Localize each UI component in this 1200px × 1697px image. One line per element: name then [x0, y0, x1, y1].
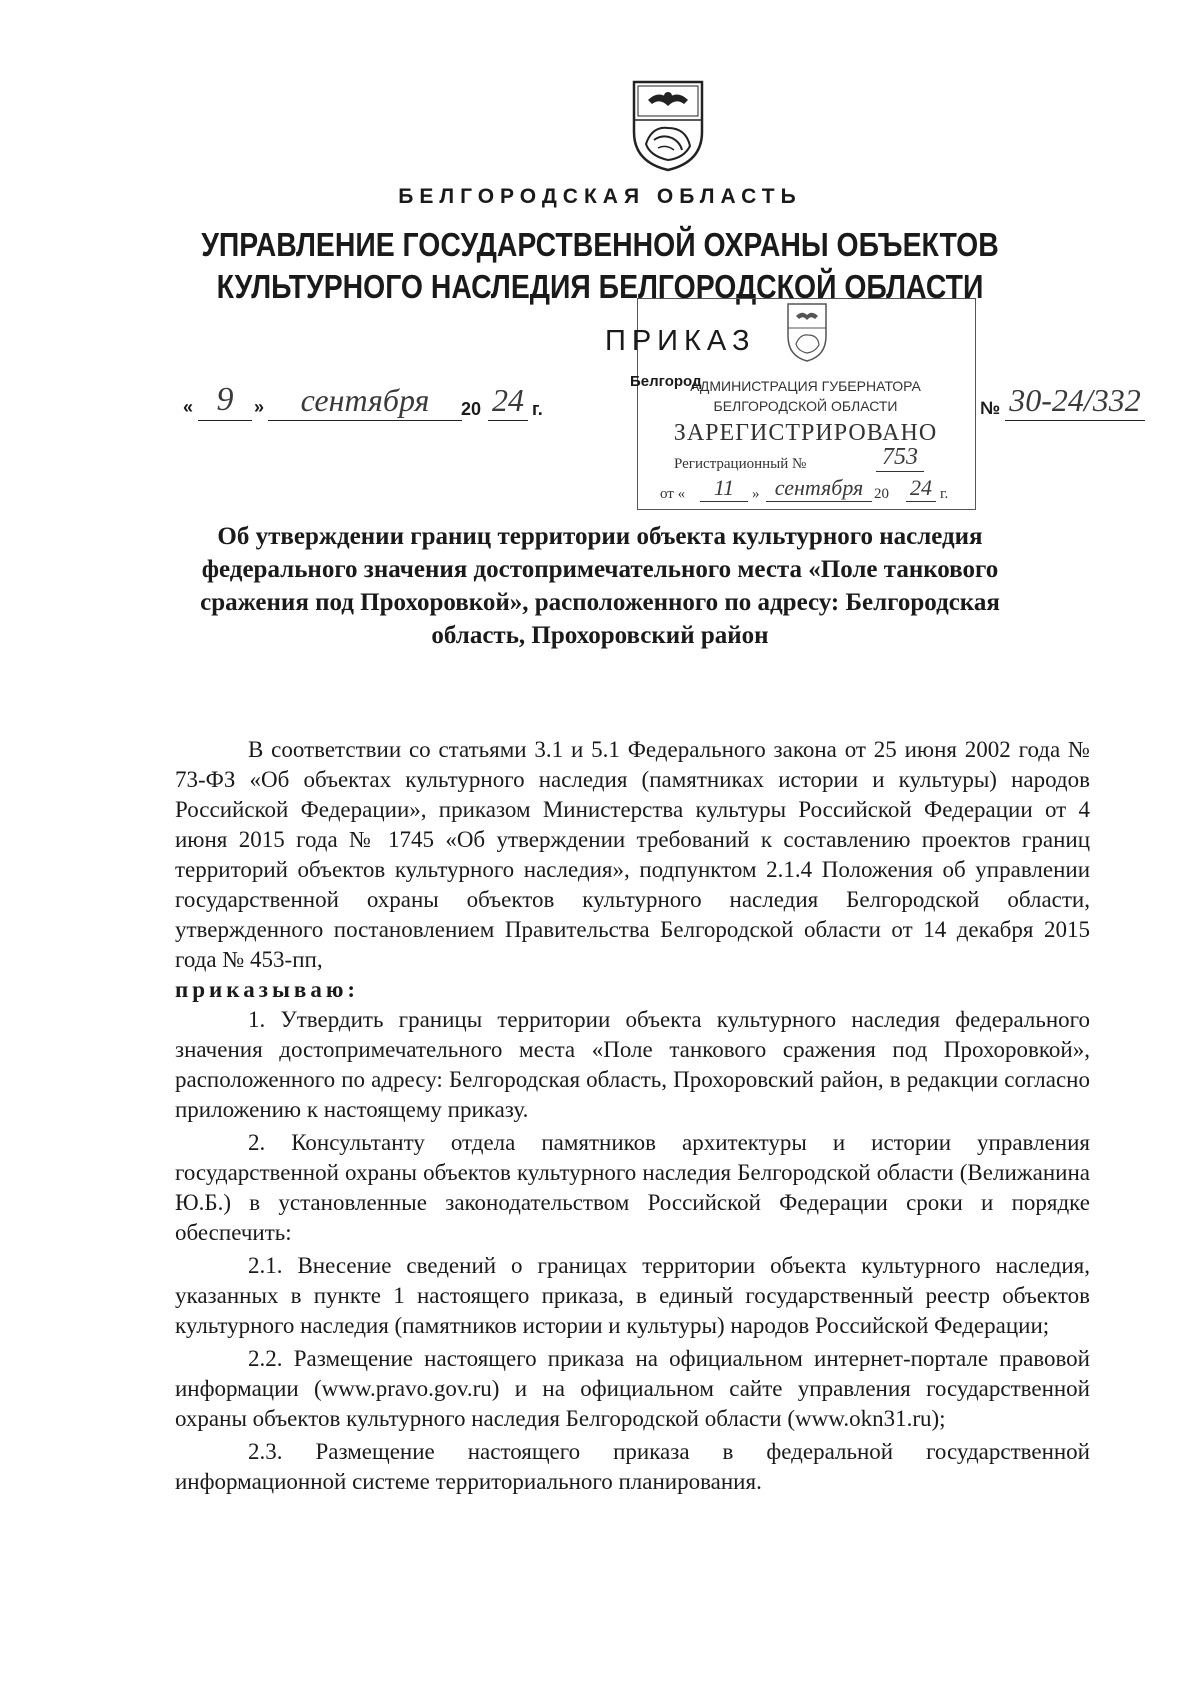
stamp-reg-number-label: Регистрационный №	[674, 456, 807, 472]
item-2: 2. Консультанту отдела памятников архитектуры и истории управления государственной охраны объектов культурного наследия Белгородской области (Велижанина Ю.Б.) в установленные законодательством Российской Федерации сроки и порядке обеспечить:	[175, 1130, 1090, 1245]
preamble-paragraph	[175, 735, 1090, 975]
order-number: 30-24/332	[1005, 380, 1145, 421]
stamp-line-2: БЕЛГОРОДСКОЙ ОБЛАСТИ	[713, 398, 898, 414]
document-body	[175, 735, 1090, 1497]
document-title: Об утверждении границ территории объекта культурного наследия федерального значения достопримечательного места «Поле танкового сражения под Прохоровкой», расположенного по адресу: Белгородская область, Прохоровский район	[200, 523, 1000, 649]
item-1: 1. Утвердить границы территории объекта культурного наследия федерального значения достопримечательного места «Поле танкового сражения под Прохоровкой», расположенного по адресу: Белгородская область, Прохоровский район, в редакции согласно приложению к настоящему приказу.	[175, 1007, 1090, 1122]
document-type: ПРИКАЗ	[605, 325, 756, 357]
region-name: БЕЛГОРОДСКАЯ ОБЛАСТЬ	[398, 185, 802, 208]
city-name: Белгород	[630, 373, 702, 390]
stamp-reg-number: 753	[876, 444, 924, 472]
stamp-from-label: от «	[660, 486, 686, 502]
stamp-day: 11	[700, 475, 748, 502]
preamble-text: В соответствии со статьями 3.1 и 5.1 Федерального закона от 25 июня 2002 года № 73-ФЗ «Об объектах культурного наследия (памятниках истории и культуры) народов Российской Федерации», приказом Министерства культуры Российской Федерации от 4 июня 2015 года № 1745 «Об утверждении требований к составлению проектов границ территорий объектов культурного наследия», подпунктом 2.1.4 Положения об управлении государственной охраны объектов культурного наследия Белгородской области, утвержденного постановлением Правительства Белгородской области от 14 декабря 2015 года № 453-пп,	[175, 737, 1090, 972]
stamp-year: 24	[906, 475, 936, 502]
item-2-2: 2.2. Размещение настоящего приказа на официальном интернет-портале правовой информации (www.pravo.gov.ru) и на официальном сайте управления государственной охраны объектов культурного наследия Белгородской области (www.okn31.ru);	[175, 1346, 1090, 1431]
item-2-1: 2.1. Внесение сведений о границах территории объекта культурного наследия, указанных в пункте 1 настоящего приказа, в единый государственный реестр объектов культурного наследия (памятников истории и культуры) народов Российской Федерации;	[175, 1253, 1090, 1338]
stamp-year-suffix: г.	[940, 486, 949, 502]
date-year-suffix: г.	[532, 399, 543, 419]
date-close-quote: »	[254, 397, 265, 417]
organization-line-2: КУЛЬТУРНОГО НАСЛЕДИЯ БЕЛГОРОДСКОЙ ОБЛАСТИ	[216, 268, 984, 305]
item-2-3: 2.3. Размещение настоящего приказа в федеральной государственной информационной системе территориального планирования.	[175, 1439, 1090, 1494]
date-year-prefix: 20	[461, 399, 482, 419]
date-year: 24	[488, 380, 528, 421]
order-word: приказываю:	[175, 977, 360, 1002]
stamp-year-prefix: 20	[874, 486, 889, 502]
order-word-paragraph	[175, 975, 1090, 1005]
date-open-quote: «	[183, 397, 194, 417]
date-month: сентября	[268, 380, 462, 421]
stamp-close-quote: »	[752, 486, 760, 502]
order-number-label: №	[980, 398, 1001, 418]
organization-name	[84, 224, 1116, 308]
stamp-emblem-icon	[784, 300, 830, 364]
stamp-registered-label: ЗАРЕГИСТРИРОВАНО	[673, 420, 938, 446]
stamp-month: сентября	[766, 475, 872, 502]
stamp-line-1: АДМИНИСТРАЦИЯ ГУБЕРНАТОРА	[690, 378, 921, 394]
organization-line-1: УПРАВЛЕНИЕ ГОСУДАРСТВЕННОЙ ОХРАНЫ ОБЪЕКТОВ	[201, 226, 999, 263]
date-day: 9	[198, 380, 252, 421]
coat-of-arms-icon	[628, 74, 708, 174]
